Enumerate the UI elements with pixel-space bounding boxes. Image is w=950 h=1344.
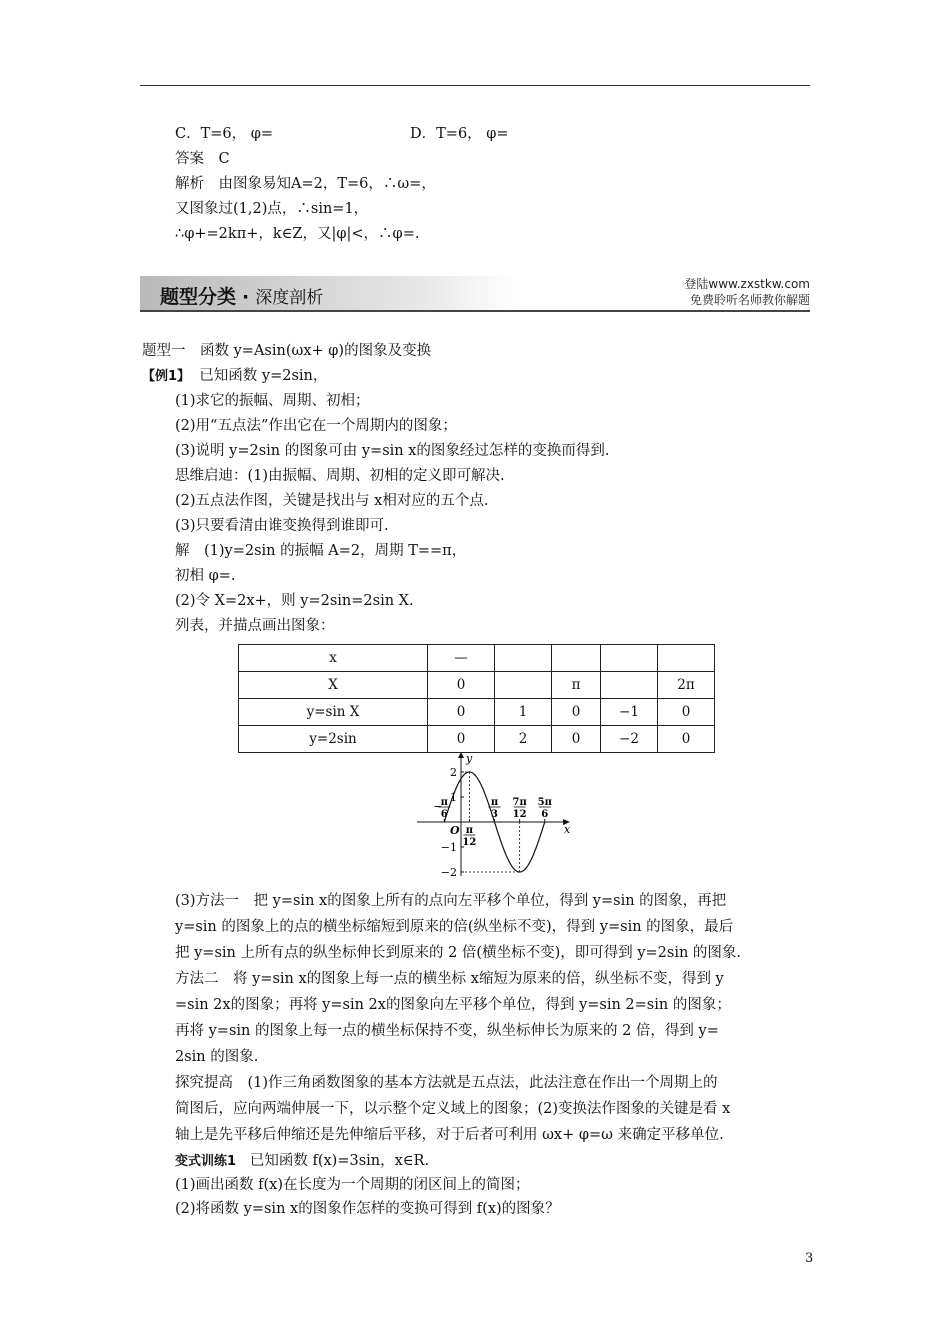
table-cell: 0 xyxy=(428,672,495,699)
y-tick-label: 1 xyxy=(450,791,457,804)
training-question-1: (1)画出函数 f(x)在长度为一个周期的闭区间上的简图； xyxy=(175,1177,530,1193)
x-tick-denominator: 3 xyxy=(491,809,498,820)
method1-line-2: y=sin 的图象上的点的横坐标缩短到原来的倍(纵坐标不变)，得到 y=sin 的图象，最后 xyxy=(175,919,734,935)
x-tick-numerator: 7π xyxy=(512,797,527,808)
example-heading xyxy=(142,366,327,387)
banner-dot: · xyxy=(242,286,250,308)
sine-graph xyxy=(413,752,573,882)
question-1: (1)求它的振幅、周期、初相； xyxy=(175,393,370,409)
table-cell: y=sin X xyxy=(239,699,428,726)
training-label: 变式训练1 xyxy=(175,1154,237,1169)
x-tick-numerator: π xyxy=(440,797,448,808)
banner-title-sub: 深度剖析 xyxy=(255,288,324,308)
solution-2: 初相 φ=. xyxy=(175,568,236,584)
table-cell: y=2sin xyxy=(239,726,428,753)
explore-line-3: 轴上是先平移后伸缩还是先伸缩后平移，对于后者可利用 ωx+ φ=ω 来确定平移单位. xyxy=(175,1127,724,1143)
method2-line-3: 再将 y=sin 的图象上每一点的横坐标保持不变，纵坐标伸长为原来的 2 倍，得到 y= xyxy=(175,1023,719,1039)
table-cell xyxy=(552,645,601,672)
table-cell: 0 xyxy=(658,726,715,753)
table-cell: — xyxy=(428,645,495,672)
x-tick-numerator: 5π xyxy=(537,797,552,808)
table-row xyxy=(239,672,715,699)
five-point-table xyxy=(238,644,715,753)
table-cell: 2 xyxy=(495,726,552,753)
origin-label: O xyxy=(450,824,460,837)
table-row xyxy=(239,726,715,753)
table-cell xyxy=(495,645,552,672)
site-promo xyxy=(684,276,810,308)
solution-1: 解 (1)y=2sin 的振幅 A=2，周期 T==π， xyxy=(175,543,467,559)
table-cell: 0 xyxy=(552,699,601,726)
banner-title-bold: 题型分类 xyxy=(160,286,237,308)
explanation-line-3: ∴φ+=2kπ+，k∈Z，又|φ|<，∴φ=. xyxy=(175,226,420,242)
table-cell: π xyxy=(552,672,601,699)
x-axis-label: x xyxy=(564,823,571,836)
table-cell xyxy=(658,645,715,672)
y-axis-label: y xyxy=(466,752,473,765)
explore-line-1: 探究提高 (1)作三角函数图象的基本方法就是五点法，此法注意在作出一个周期上的 xyxy=(175,1075,718,1091)
solution-4: 列表，并描点画出图象： xyxy=(175,618,335,634)
option-d: D．T=6， φ= xyxy=(410,126,509,142)
site-url: 登陆www.zxstkw.com xyxy=(684,277,810,291)
solution-3: (2)令 X=2x+，则 y=2sin=2sin X. xyxy=(175,593,414,609)
x-tick-numerator: π xyxy=(490,797,499,808)
table-row xyxy=(239,699,715,726)
example-label: 【例1】 xyxy=(142,369,191,384)
table-row xyxy=(239,645,715,672)
banner-title xyxy=(160,282,323,309)
banner-rule xyxy=(140,310,810,312)
explore-line-2: 简图后，应向两端伸展一下，以示整个定义域上的图象；(2)变换法作图象的关键是看 x xyxy=(175,1101,731,1117)
table-cell: 0 xyxy=(552,726,601,753)
table-cell xyxy=(495,672,552,699)
table-cell xyxy=(601,645,658,672)
thinking-3: (3)只要看清由谁变换得到谁即可. xyxy=(175,518,389,534)
y-tick-label: −2 xyxy=(440,866,457,879)
method1-line-1: (3)方法一 把 y=sin x的图象上所有的点向左平移个单位，得到 y=sin 的图象，再把 xyxy=(175,893,727,909)
x-tick-numerator: π xyxy=(465,825,474,836)
x-tick-denominator: 6 xyxy=(440,809,448,820)
explanation-line-2: 又图象过(1,2)点，∴sin=1， xyxy=(175,201,369,217)
table-cell: −1 xyxy=(601,699,658,726)
table-cell: 0 xyxy=(428,699,495,726)
method1-line-3: 把 y=sin 上所有点的纵坐标伸长到原来的 2 倍(横坐标不变)，即可得到 y=2sin 的图象. xyxy=(175,945,742,961)
type-title: 题型一 函数 y=Asin(ωx+ φ)的图象及变换 xyxy=(142,343,432,359)
method2-line-1: 方法二 将 y=sin x的图象上每一点的横坐标 x缩短为原来的倍，纵坐标不变，得到 y xyxy=(175,971,724,987)
table-cell: 0 xyxy=(428,726,495,753)
site-slogan: 免费聆听名师教你解题 xyxy=(689,293,810,307)
x-tick-denominator: 12 xyxy=(462,837,477,848)
page-number: 3 xyxy=(805,1251,814,1266)
table-cell: X xyxy=(239,672,428,699)
section-banner xyxy=(140,276,810,312)
table-cell: x xyxy=(239,645,428,672)
x-tick-denominator: 6 xyxy=(541,809,549,820)
table-cell xyxy=(601,672,658,699)
thinking-2: (2)五点法作图，关键是找出与 x相对应的五个点. xyxy=(175,493,489,509)
explanation-line-1: 解析 由图象易知A=2，T=6，∴ω=， xyxy=(175,176,436,192)
table-cell: 1 xyxy=(495,699,552,726)
option-c: C．T=6， φ= xyxy=(175,126,274,142)
y-axis-arrow xyxy=(458,752,464,758)
example-text: 已知函数 y=2sin， xyxy=(199,368,328,384)
training-text: 已知函数 f(x)=3sin，x∈R. xyxy=(249,1153,430,1169)
table-cell: −2 xyxy=(601,726,658,753)
table-cell: 2π xyxy=(658,672,715,699)
y-tick-label: −1 xyxy=(440,841,457,854)
method2-line-4: 2sin 的图象. xyxy=(175,1049,259,1065)
question-2: (2)用“五点法”作出它在一个周期内的图象； xyxy=(175,418,457,434)
method2-line-2: =sin 2x的图象；再将 y=sin 2x的图象向左平移个单位，得到 y=sin 2=sin 的图象； xyxy=(175,997,731,1013)
top-rule xyxy=(140,85,810,86)
answer: 答案 C xyxy=(175,151,230,167)
thinking-1: 思维启迪：(1)由振幅、周期、初相的定义即可解决. xyxy=(175,468,505,484)
table-cell: 0 xyxy=(658,699,715,726)
y-tick-label: 2 xyxy=(450,766,457,779)
training-heading xyxy=(175,1151,429,1172)
training-question-2: (2)将函数 y=sin x的图象作怎样的变换可得到 f(x)的图象？ xyxy=(175,1201,560,1217)
question-3: (3)说明 y=2sin 的图象可由 y=sin x的图象经过怎样的变换而得到. xyxy=(175,443,610,459)
x-tick-denominator: 12 xyxy=(512,809,527,820)
x-tick-sign: − xyxy=(433,800,443,813)
